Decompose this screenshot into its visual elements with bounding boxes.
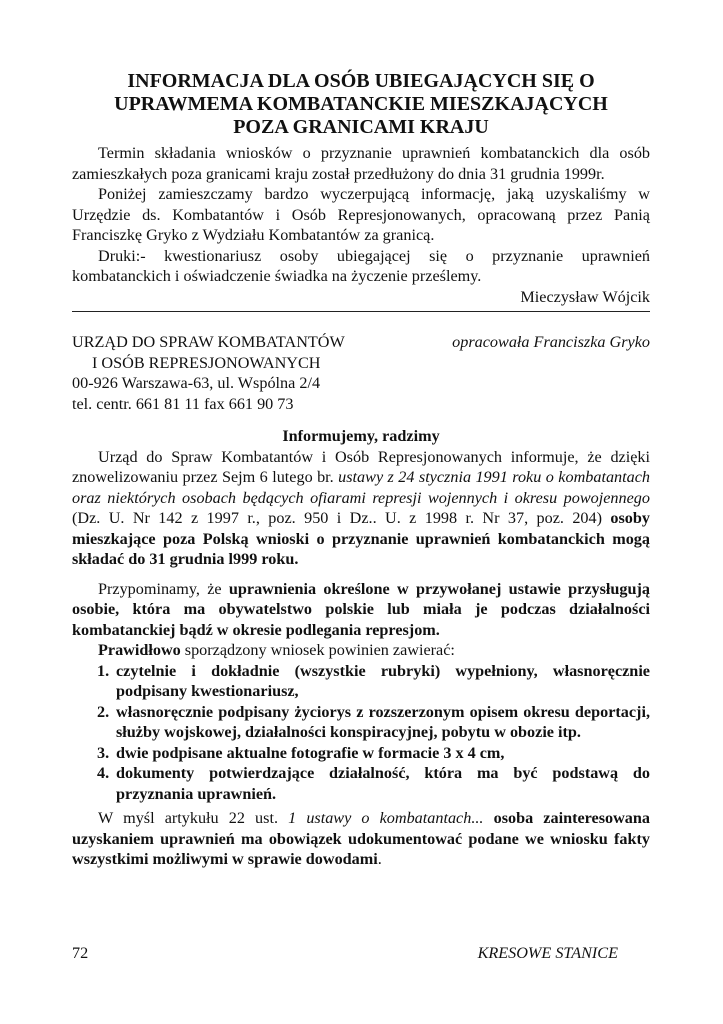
list-item bbox=[72, 763, 650, 804]
emphasis-text: uprawnienia określone w przywołanej ustawie przysługują osobie, która ma obywatelstwo polskie lub miała je podczas działalności kombatanckiej bądź w okresie podlegania represjom. bbox=[72, 579, 650, 639]
emphasis-text: Prawidłowo bbox=[98, 641, 181, 659]
office-phone: tel. centr. 661 81 11 fax 661 90 73 bbox=[72, 394, 294, 413]
intro-paragraph: Poniżej zamieszczamy bardzo wyczerpującą informację, jaką uzyskaliśmy w Urzędzie ds. Kombatantów i Osób Represjonowanych, opracowaną przez Panią Franciszkę Gryko z Wydziału Kombatantów za granicą. bbox=[72, 185, 650, 244]
title-line: UPRAWMEMA KOMBATANCKIE MIESZKAJĄCYCH bbox=[114, 93, 608, 115]
emphasis-text: osoby mieszkające poza Polską wnioski o przyznanie uprawnień kombatanckich mogą składać do 31 grudnia l999 roku. bbox=[72, 509, 650, 568]
article-title bbox=[72, 70, 650, 139]
text-run: . bbox=[377, 850, 382, 868]
intro-paragraph: Druki:- kwestionariusz osoby ubiegającej się o przyznanie uprawnień kombatanckich i oświadczenie świadka na życzenie prześlemy. bbox=[72, 246, 650, 285]
author-credit: opracowała Franciszka Gryko bbox=[452, 333, 650, 351]
text-run bbox=[483, 809, 493, 827]
list-number: 3. bbox=[97, 743, 110, 762]
office-name: URZĄD DO SPRAW KOMBATANTÓW bbox=[72, 333, 345, 351]
title-line: POZA GRANICAMI KRAJU bbox=[233, 116, 489, 138]
law-title: ustawy z 24 stycznia 1991 roku o kombatantach oraz niektórych osobach będących ofiarami represji wojennych i okresu powojennego bbox=[72, 468, 650, 507]
body-paragraph bbox=[72, 447, 650, 570]
text-run: W myśl artykułu 22 ust. bbox=[98, 809, 289, 827]
title-line: INFORMACJA DLA OSÓB UBIEGAJĄCYCH SIĘ O bbox=[127, 70, 595, 92]
document-page bbox=[72, 70, 650, 870]
list-number: 1. bbox=[97, 661, 110, 680]
list-item bbox=[72, 661, 650, 702]
list-text: dwie podpisane aktualne fotografie w formacie 3 x 4 cm, bbox=[116, 743, 505, 762]
text-run: Przypominamy, że bbox=[98, 579, 229, 598]
list-text: dokumenty potwierdzające działalność, która ma być podstawą do przyznania uprawnień. bbox=[116, 764, 650, 803]
law-reference: 1 ustawy o kombatantach... bbox=[288, 809, 484, 827]
office-header bbox=[72, 332, 650, 414]
signature: Mieczysław Wójcik bbox=[520, 287, 650, 306]
page-number: 72 bbox=[72, 944, 89, 962]
office-address-block bbox=[72, 332, 345, 414]
office-name: I OSÓB REPRESJONOWANYCH bbox=[92, 353, 321, 372]
body-paragraph bbox=[72, 808, 650, 870]
list-number: 2. bbox=[97, 702, 110, 721]
body-paragraph bbox=[72, 640, 650, 661]
list-number: 4. bbox=[97, 764, 110, 782]
list-item bbox=[72, 702, 650, 743]
body-paragraph bbox=[72, 579, 650, 641]
requirements-list bbox=[72, 661, 650, 805]
intro-paragraph: Termin składania wniosków o przyznanie uprawnień kombatanckich dla osób zamieszkałych poza granicami kraju został przedłużony do dnia 31 grudnia 1999r. bbox=[72, 144, 650, 183]
list-text: czytelnie i dokładnie (wszystkie rubryki) wypełniony, własnoręcznie podpisany kwestionariusz, bbox=[116, 661, 650, 700]
section-heading: Informujemy, radzimy bbox=[282, 427, 440, 445]
divider bbox=[72, 311, 650, 312]
text-run: (Dz. U. Nr 142 z 1997 r., poz. 950 i Dz.. U. z 1998 r. Nr 37, poz. 204) bbox=[72, 509, 611, 527]
text-run: sporządzony wniosek powinien zawierać: bbox=[180, 641, 455, 659]
office-address: 00-926 Warszawa-63, ul. Wspólna 2/4 bbox=[72, 374, 321, 392]
list-item bbox=[72, 743, 650, 764]
text-run: Urząd do Spraw Kombatantów i Osób Represjonowanych informuje, że dzięki znowelizowaniu przez Sejm 6 lutego br. bbox=[72, 447, 650, 486]
journal-name: KRESOWE STANICE bbox=[477, 944, 618, 962]
page-footer bbox=[72, 944, 618, 963]
list-text: własnoręcznie podpisany życiorys z rozszerzonym opisem okresu deportacji, służby wojskowej, działalności konspiracyjnej, pobytu w obozie itp. bbox=[116, 702, 650, 741]
emphasis-text: osoba zainteresowana uzyskaniem uprawnień ma obowiązek udokumentować podane we wniosku fakty wszystkimi możliwymi w sprawie dowodami bbox=[72, 809, 650, 868]
